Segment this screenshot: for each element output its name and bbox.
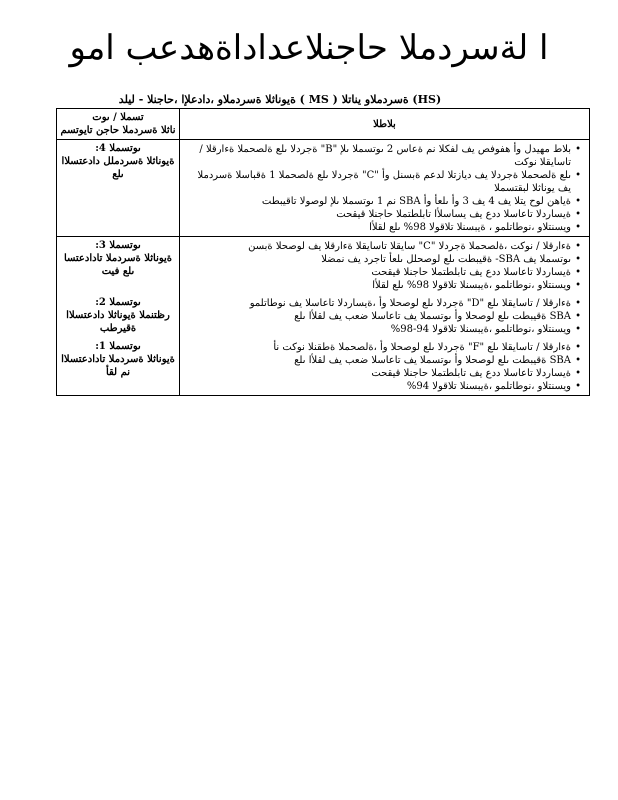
table-row xyxy=(57,140,590,237)
list-item: • ويسنتلاو ،نوطاتلمو ، ةيبسنلا تلاقولا 98% ىلع لقلأا xyxy=(184,221,571,234)
list-item: • ةيساردلا تاعاسلا ددع يف تابلطتملا حاجنلا قيقحت xyxy=(184,367,571,380)
header-students: بلاطلا xyxy=(180,109,590,140)
page-subtitle: (HS) ةسردملاو يناتلا ( MS ) ةيوناثلا ةسردملاو ،دادعلإا ،حاجنلا - ليلد xyxy=(118,93,442,106)
criteria-table xyxy=(56,108,590,396)
list-item: • ىلع ةلصحملا ةجردلا يف ديازتلا لدعم ةبسنل وأ "C" ةجردلا ىلع ةلصحملا 1 ةقباسلا ةسردملا يف يوناثلا لبقتسملا xyxy=(184,169,571,195)
list-item: • SBA ةقيبطت ىلع لوصحلا وأ ىوتسملا يف تاعاسلا ضعب يف لقلأا ىلع xyxy=(184,354,571,367)
category-level: ىوتسملا 3: xyxy=(95,240,141,251)
table-header-row xyxy=(57,109,590,140)
category-level: ىوتسملا 2: xyxy=(95,297,141,308)
list-item: • بلاط مهيدل وأ هفوفص يف لفكلا نم ةعاس 2 ىوتسملا ىلإ "B" ةجردلا ىلع ةلصحملا ةءارقلا / تاسايقلا نوكت xyxy=(184,143,571,169)
list-item: • ويسنتلاو ،نوطاتلمو ،ةيبسنلا تلاقولا 94% xyxy=(184,380,571,393)
list-item: • ةءارقلا / تاسايقلا ىلع "F" ةجردلا ىلع لوصحلا وأ ،ةلصحملا ةطقنلا نوكت نأ xyxy=(184,341,571,354)
category-level: ىوتسملا 4: xyxy=(95,143,141,154)
category-level: ىوتسملا 1: xyxy=(95,341,141,352)
table-row xyxy=(57,338,590,396)
list-item: • ىوتسملا يف SBA- ةقيبطت ىلع لوصحلل ىلعأ تاجرد يف نمضلا xyxy=(184,253,571,266)
criteria-cell xyxy=(180,338,590,396)
table-row xyxy=(57,237,590,295)
criteria-list xyxy=(184,297,583,336)
category-cell xyxy=(57,294,180,338)
list-item: • ويسنتلاو ،نوطاتلمو ،ةيبسنلا تلاقولا 94-98% xyxy=(184,323,571,336)
list-item: • ويسنتلاو ،نوطاتلمو ،ةيبسنلا تلاقولا 98% ىلع لقلأا xyxy=(184,279,571,292)
category-text: ةيوناثلا ةسردملا تادادعتسا ىلع فيت xyxy=(63,253,173,277)
criteria-list xyxy=(184,341,583,393)
list-item: • ةياهن لوح يتلا يف 4 يف 3 وأ ىلعأ وأ SBA نم 1 ىوتسملا ىلإ لوصولا تاقيبطت xyxy=(184,195,571,208)
header-category-text: تسملا / ىوت ناثلا ةسردملا حاجن تايوتسم xyxy=(60,112,176,136)
list-item: • SBA ةقيبطت ىلع لوصحلا وأ ىوتسملا يف تاعاسلا ضعب يف لقلأا ىلع xyxy=(184,310,571,323)
list-item: • ةيساردلا تاعاسلا ددع يف يساسلأا تابلطتملا حاجنلا قيقحت xyxy=(184,208,571,221)
criteria-cell xyxy=(180,294,590,338)
list-item: • ةيساردلا تاعاسلا ددع يف تابلطتملا حاجنلا قيقحت xyxy=(184,266,571,279)
category-cell xyxy=(57,237,180,295)
category-cell xyxy=(57,338,180,396)
criteria-list xyxy=(184,240,583,292)
criteria-list xyxy=(184,143,583,234)
header-category xyxy=(57,109,180,140)
criteria-cell xyxy=(180,237,590,295)
category-text: ةيوناثلا ةسردملا تادادعتسلاا نم لقأ xyxy=(61,354,175,378)
list-item: • ةءارقلا / نوكت ،ةلصحملا ةجردلا "C" سايقلا تاسايقلا ةءارقلا يف لوصحلا ةبسن xyxy=(184,240,571,253)
category-cell xyxy=(57,140,180,237)
table-row xyxy=(57,294,590,338)
page-title: ا لةسردملا حاجنلاعداداةهدعب امو xyxy=(69,28,549,68)
category-text: ةيوناثلا ةسردملل دادعتسلاا ىلع xyxy=(61,156,175,180)
category-text: رظتنملا ةيوناثلا دادعتسلاا ةقيرطب xyxy=(66,310,170,334)
list-item: • ةءارقلا / تاسايقلا ىلع "D" ةجردلا ىلع لوصحلا وأ ،ةيساردلا تاعاسلا يف نوطاتلمو xyxy=(184,297,571,310)
criteria-cell xyxy=(180,140,590,237)
